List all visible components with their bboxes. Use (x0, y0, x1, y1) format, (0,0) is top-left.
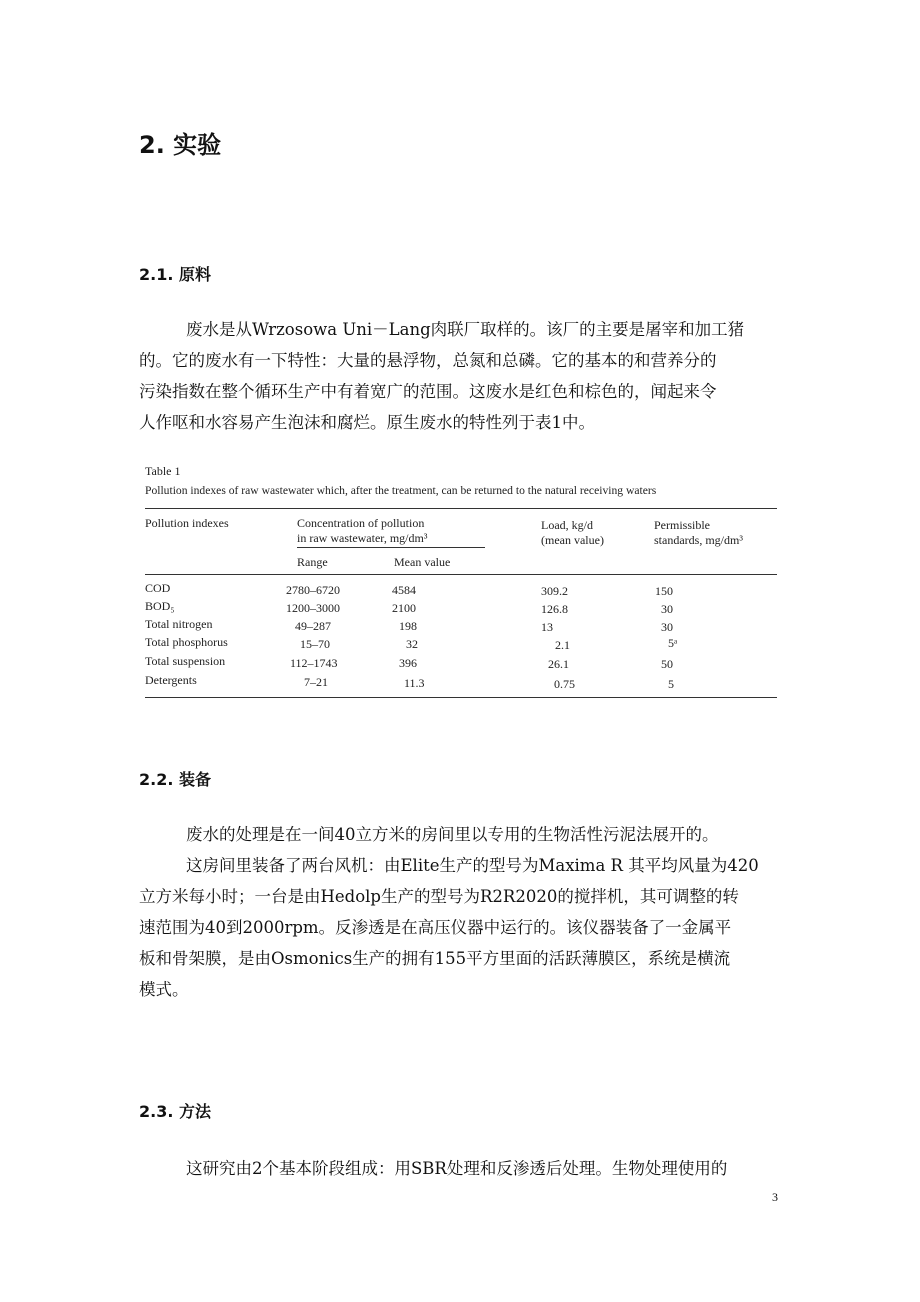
header-load: Load, kg/d (541, 518, 593, 532)
row-range: 49–287 (295, 619, 331, 633)
header-concentration: Concentration of pollution (297, 516, 425, 530)
row-load: 26.1 (548, 657, 569, 671)
row-load: 0.75 (554, 677, 575, 691)
text-line: 废水的处理是在一间40立方米的房间里以专用的生物活性污泥法展开的。 (186, 825, 719, 844)
header-range: Range (297, 555, 328, 569)
row-permissible: 150 (655, 584, 673, 598)
text-line: 立方米每小时；一台是由Hedolp生产的型号为R2R2020的搅拌机，其可调整的转 (139, 887, 739, 906)
text-line: 速范围为40到2000rpm。反渗透是在高压仪器中运行的。该仪器装备了一金属平 (139, 918, 732, 937)
row-mean: 4584 (392, 583, 416, 597)
row-permissible: 50 (661, 657, 673, 671)
table-top-rule (145, 508, 777, 509)
row-range: 112–1743 (290, 656, 338, 670)
row-mean: 11.3 (404, 676, 425, 690)
row-permissible: 5 (668, 677, 674, 691)
row-mean: 2100 (392, 601, 416, 615)
text-line: 模式。 (139, 980, 189, 999)
section-heading-equipment: 2.2. 装备 (139, 770, 211, 789)
row-name: COD (145, 581, 171, 595)
row-name: Total nitrogen (145, 617, 213, 631)
page-number: 3 (772, 1190, 778, 1204)
header-permissible-unit: standards, mg/dm³ (654, 533, 743, 547)
paragraph-methods (139, 1153, 809, 1184)
row-range: 7–21 (304, 675, 328, 689)
row-permissible: 5ᵃ (668, 636, 678, 650)
header-permissible: Permissible (654, 518, 710, 532)
header-sub-rule (297, 547, 485, 548)
row-load: 13 (541, 620, 553, 634)
header-pollution-indexes: Pollution indexes (145, 516, 229, 530)
row-load: 2.1 (555, 638, 570, 652)
row-permissible: 30 (661, 602, 673, 616)
row-mean: 32 (406, 637, 418, 651)
row-name: Total phosphorus (145, 635, 228, 649)
section-heading-materials: 2.1. 原料 (139, 265, 211, 284)
table-bottom-rule (145, 697, 777, 698)
text-line: 污染指数在整个循环生产中有着宽广的范围。这废水是红色和棕色的，闻起来令 (139, 382, 717, 401)
paragraph-materials (139, 314, 809, 438)
row-mean: 198 (399, 619, 417, 633)
text-line: 这房间里装备了两台风机：由Elite生产的型号为Maxima R 其平均风量为420 (186, 856, 759, 875)
row-load: 309.2 (541, 584, 568, 598)
row-range: 1200–3000 (286, 601, 340, 615)
table-label: Table 1 (145, 464, 181, 478)
row-permissible: 30 (661, 620, 673, 634)
chapter-heading: 2. 实验 (139, 131, 222, 159)
text-line: 这研究由2个基本阶段组成：用SBR处理和反渗透后处理。生物处理使用的 (186, 1159, 728, 1178)
text-line: 人作呕和水容易产生泡沫和腐烂。原生废水的特性列于表1中。 (139, 413, 595, 432)
row-range: 2780–6720 (286, 583, 340, 597)
row-name: BOD₅ (145, 599, 175, 613)
header-mean-value: Mean value (394, 555, 451, 569)
header-bottom-rule (145, 574, 777, 575)
text-line: 废水是从Wrzosowa Uni－Lang肉联厂取样的。该厂的主要是屠宰和加工猪 (186, 320, 745, 339)
header-load-unit: (mean value) (541, 533, 604, 547)
paragraph-equipment (139, 819, 809, 1005)
text-line: 的。它的废水有一下特性：大量的悬浮物，总氮和总磷。它的基本的和营养分的 (139, 351, 717, 370)
text-line: 板和骨架膜，是由Osmonics生产的拥有155平方里面的活跃薄膜区，系统是横流 (139, 949, 731, 968)
table-caption: Pollution indexes of raw wastewater which, after the treatment, can be returned to the natural receiving waters (145, 484, 657, 497)
row-name: Detergents (145, 673, 197, 687)
row-load: 126.8 (541, 602, 568, 616)
row-mean: 396 (399, 656, 417, 670)
row-name: Total suspension (145, 654, 226, 668)
row-range: 15–70 (300, 637, 330, 651)
header-concentration-unit: in raw wastewater, mg/dm³ (297, 531, 428, 545)
section-heading-methods: 2.3. 方法 (139, 1102, 211, 1121)
